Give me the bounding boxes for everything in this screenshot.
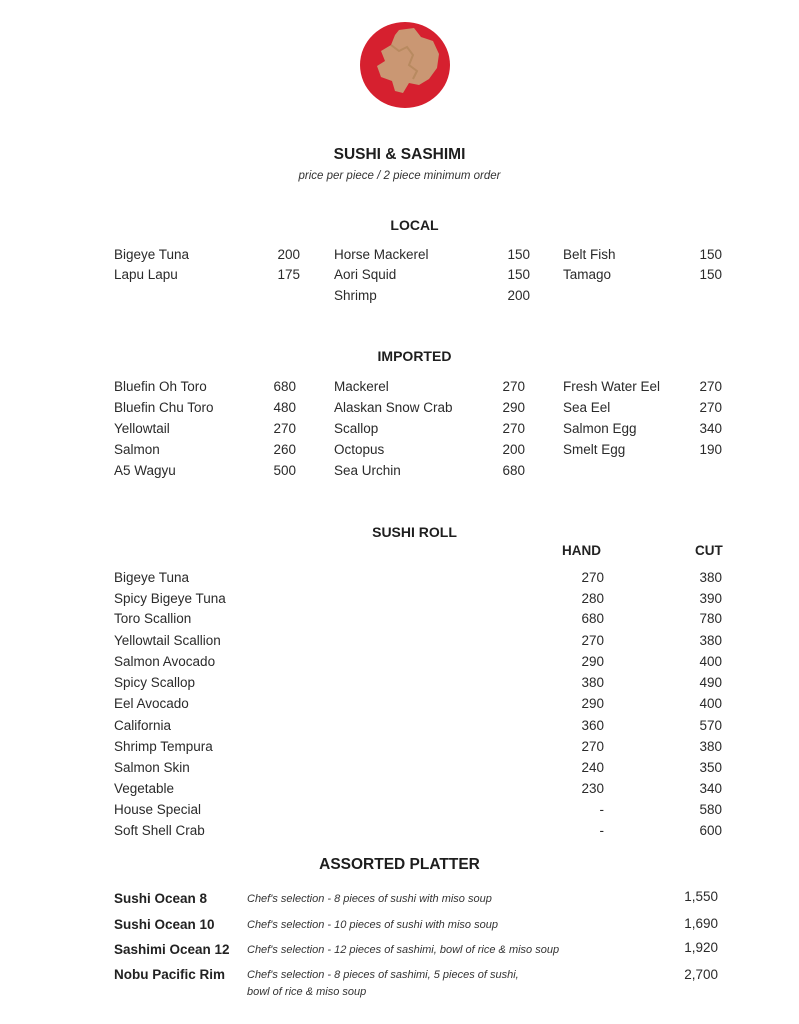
menu-item-price: 290 — [502, 400, 525, 415]
roll-cut-price: 340 — [699, 781, 722, 796]
menu-item-name: Shrimp — [334, 288, 377, 303]
menu-item-name: Alaskan Snow Crab — [334, 400, 453, 415]
menu-item-price: 150 — [507, 247, 530, 262]
platter-description: Chef's selection - 8 pieces of sashimi, 5 pieces of sushi, bowl of rice & miso soup — [247, 969, 519, 998]
platter-name: Sushi Ocean 10 — [114, 917, 215, 932]
roll-name: Soft Shell Crab — [114, 823, 205, 838]
roll-cut-price: 390 — [699, 591, 722, 606]
menu-item-name: Yellowtail — [114, 421, 170, 436]
roll-name: House Special — [114, 802, 202, 817]
roll-cut-price: 400 — [699, 696, 722, 711]
roll-name: Vegetable — [114, 781, 175, 796]
platter-description: Chef's selection - 8 pieces of sushi with miso soup — [247, 893, 492, 905]
section-heading-imported: IMPORTED — [377, 348, 452, 364]
roll-cut-price: 570 — [699, 718, 722, 733]
platter-description: Chef's selection - 10 pieces of sushi with miso soup — [247, 919, 498, 931]
roll-hand-price: 270 — [581, 633, 604, 648]
menu-item-name: Bluefin Oh Toro — [114, 379, 207, 394]
menu-item-name: Salmon Egg — [563, 421, 637, 436]
roll-name: Toro Scallion — [114, 611, 192, 626]
roll-hand-price: 240 — [581, 760, 604, 775]
menu-item-name: Tamago — [563, 267, 612, 282]
platter-price: 1,690 — [684, 916, 718, 931]
roll-cut-price: 380 — [699, 739, 722, 754]
menu-item-name: Lapu Lapu — [114, 267, 178, 282]
menu-item-name: Bigeye Tuna — [114, 247, 190, 262]
column-header-hand: HAND — [562, 543, 601, 558]
roll-hand-price: 270 — [581, 570, 604, 585]
platter-price: 1,920 — [684, 940, 718, 955]
platter-name: Sushi Ocean 8 — [114, 891, 208, 906]
menu-item-name: Mackerel — [334, 379, 389, 394]
page-subtitle: price per piece / 2 piece minimum order — [298, 170, 501, 182]
roll-cut-price: 380 — [699, 633, 722, 648]
nobu-logo-icon — [359, 21, 451, 109]
platter-name: Sashimi Ocean 12 — [114, 942, 230, 957]
menu-item-name: Octopus — [334, 442, 385, 457]
menu-item-price: 680 — [273, 379, 296, 394]
section-heading-local: LOCAL — [390, 217, 439, 233]
platter-description: Chef's selection - 12 pieces of sashimi, bowl of rice & miso soup — [247, 944, 560, 956]
roll-cut-price: 400 — [699, 654, 722, 669]
roll-hand-price: 380 — [581, 675, 604, 690]
menu-item-name: Bluefin Chu Toro — [114, 400, 214, 415]
menu-item-price: 270 — [699, 379, 722, 394]
menu-item-name: Aori Squid — [334, 267, 397, 282]
menu-item-price: 150 — [699, 267, 722, 282]
roll-cut-price: 350 — [699, 760, 722, 775]
menu-item-price: 270 — [273, 421, 296, 436]
menu-item-price: 200 — [502, 442, 525, 457]
roll-name: Yellowtail Scallion — [114, 633, 221, 648]
platter-price: 2,700 — [684, 967, 718, 982]
roll-name: Spicy Bigeye Tuna — [114, 591, 226, 606]
roll-cut-price: 580 — [699, 802, 722, 817]
roll-hand-price: - — [599, 802, 604, 817]
roll-hand-price: 360 — [581, 718, 604, 733]
menu-item-price: 190 — [699, 442, 722, 457]
menu-item-price: 200 — [507, 288, 530, 303]
menu-item-name: Scallop — [334, 421, 379, 436]
roll-hand-price: - — [599, 823, 604, 838]
roll-name: Salmon Avocado — [114, 654, 216, 669]
roll-name: Bigeye Tuna — [114, 570, 190, 585]
menu-item-name: Belt Fish — [563, 247, 616, 262]
platter-price: 1,550 — [684, 889, 718, 904]
roll-hand-price: 680 — [581, 611, 604, 626]
menu-item-price: 480 — [273, 400, 296, 415]
roll-cut-price: 380 — [699, 570, 722, 585]
menu-item-name: Horse Mackerel — [334, 247, 429, 262]
roll-name: California — [114, 718, 172, 733]
menu-item-price: 270 — [699, 400, 722, 415]
menu-item-price: 260 — [273, 442, 296, 457]
page-title: SUSHI & SASHIMI — [333, 146, 466, 163]
menu-item-price: 270 — [502, 421, 525, 436]
roll-hand-price: 290 — [581, 696, 604, 711]
menu-item-price: 680 — [502, 463, 525, 478]
section-heading-sushi-roll: SUSHI ROLL — [372, 524, 457, 540]
menu-item-price: 270 — [502, 379, 525, 394]
menu-item-name: A5 Wagyu — [114, 463, 176, 478]
menu-item-name: Sea Eel — [563, 400, 611, 415]
menu-item-name: Salmon — [114, 442, 160, 457]
menu-item-name: Sea Urchin — [334, 463, 401, 478]
roll-cut-price: 490 — [699, 675, 722, 690]
section-heading-assorted-platter: ASSORTED PLATTER — [319, 856, 480, 873]
roll-hand-price: 270 — [581, 739, 604, 754]
menu-item-price: 175 — [277, 267, 300, 282]
menu-item-price: 500 — [273, 463, 296, 478]
roll-hand-price: 280 — [581, 591, 604, 606]
menu-item-price: 150 — [699, 247, 722, 262]
roll-cut-price: 780 — [699, 611, 722, 626]
menu-item-price: 150 — [507, 267, 530, 282]
menu-item-name: Smelt Egg — [563, 442, 626, 457]
roll-name: Salmon Skin — [114, 760, 190, 775]
menu-item-name: Fresh Water Eel — [563, 379, 661, 394]
roll-hand-price: 290 — [581, 654, 604, 669]
roll-name: Eel Avocado — [114, 696, 189, 711]
platter-name: Nobu Pacific Rim — [114, 967, 226, 982]
roll-name: Shrimp Tempura — [114, 739, 213, 754]
menu-item-price: 200 — [277, 247, 300, 262]
menu-item-price: 340 — [699, 421, 722, 436]
roll-name: Spicy Scallop — [114, 675, 196, 690]
column-header-cut: CUT — [695, 543, 723, 558]
roll-hand-price: 230 — [581, 781, 604, 796]
roll-cut-price: 600 — [699, 823, 722, 838]
